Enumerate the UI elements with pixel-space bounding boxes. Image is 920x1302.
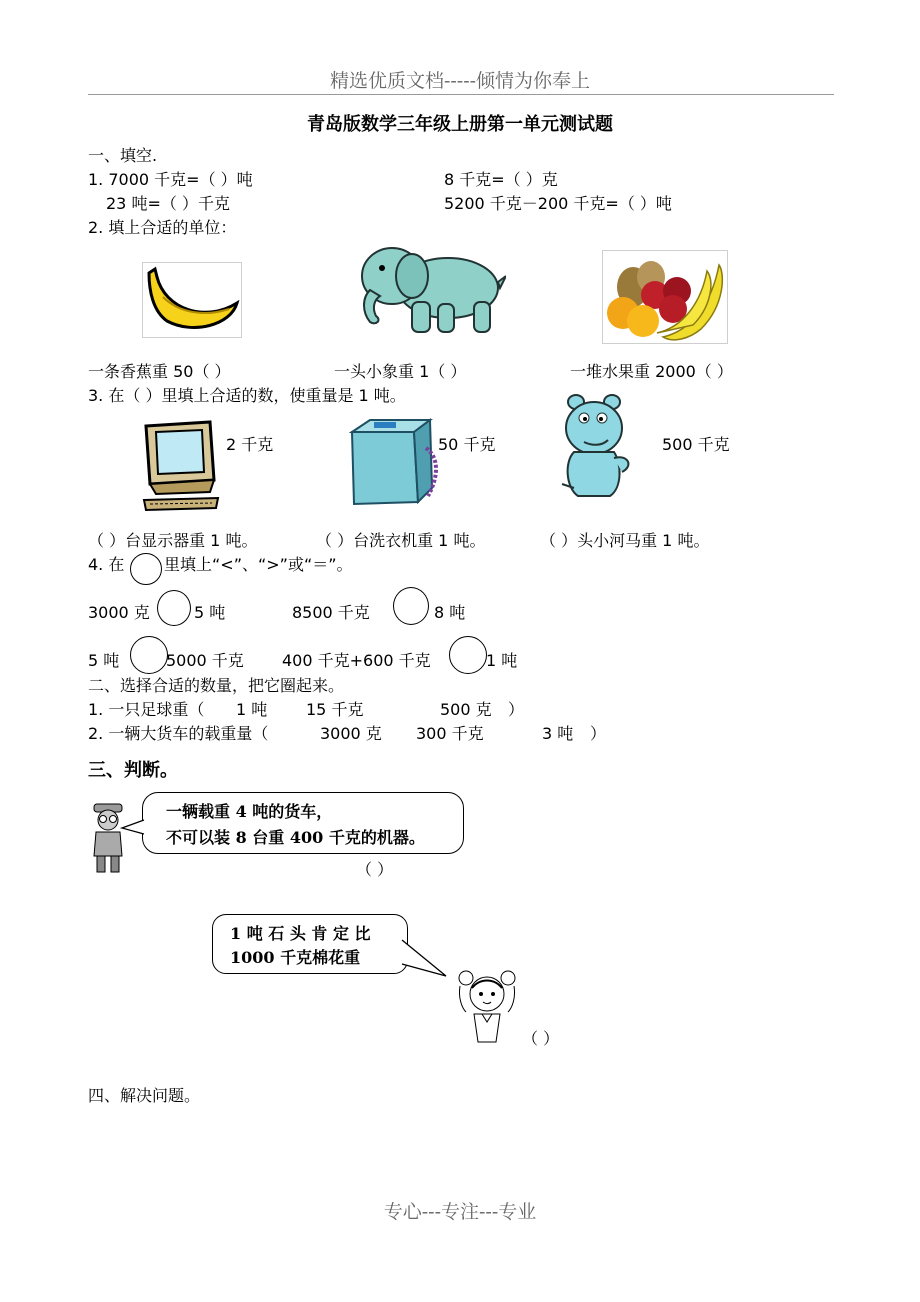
s2-q2-close: ） — [590, 724, 607, 743]
q2-prompt: 2. 填上合适的单位： — [88, 218, 237, 237]
q4-prompt-circle — [130, 553, 162, 585]
q4-d-left: 400 千克+600 千克 — [282, 651, 431, 670]
bubble-2-line-2: 1000 千克棉花重 — [230, 948, 361, 967]
q3-hippo-question: （ ）头小河马重 1 吨。 — [540, 531, 710, 550]
q3-washer-question: （ ）台洗衣机重 1 吨。 — [316, 531, 486, 550]
q1-item-b: 8 千克=（ ）克 — [444, 170, 558, 189]
s2-q2-option-3[interactable]: 3 吨 — [542, 724, 574, 743]
section-3-heading: 三、判断。 — [88, 760, 178, 781]
q4-prompt-start: 4. 在 — [88, 555, 125, 574]
s2-q1-option-2[interactable]: 15 千克 — [306, 700, 364, 719]
washer-weight: 50 千克 — [438, 435, 496, 454]
q4-d-right: 1 吨 — [486, 651, 518, 670]
monitor-weight: 2 千克 — [226, 435, 274, 454]
banana-image — [142, 262, 242, 338]
q3-monitor-question: （ ）台显示器重 1 吨。 — [88, 531, 258, 550]
s2-q1-option-3[interactable]: 500 克 — [440, 700, 492, 719]
q4-a-right: 5 吨 — [194, 603, 226, 622]
s2-q1-close: ） — [508, 700, 525, 719]
q3-prompt: 3. 在（ ）里填上合适的数，使重量是 1 吨。 — [88, 386, 406, 405]
q4-b-answer-circle[interactable] — [393, 587, 429, 625]
q4-a-left: 3000 克 — [88, 603, 150, 622]
elephant-image — [356, 236, 506, 336]
q4-d-answer-circle[interactable] — [449, 636, 487, 674]
hippo-image — [558, 392, 640, 504]
monitor-image — [140, 420, 222, 512]
hippo-weight: 500 千克 — [662, 435, 730, 454]
section-4-heading: 四、解决问题。 — [88, 1086, 201, 1105]
s2-q2-option-2[interactable]: 300 千克 — [416, 724, 484, 743]
section-1-heading: 一、填空. — [88, 146, 158, 165]
q4-c-left: 5 吨 — [88, 651, 120, 670]
judgment-2-answer[interactable]: （ ） — [522, 1029, 560, 1048]
bubble-1-line-1: 一辆载重 4 吨的货车， — [166, 802, 333, 821]
q4-b-right: 8 吨 — [434, 603, 466, 622]
q2-fruit-text: 一堆水果重 2000（ ） — [570, 362, 733, 381]
q2-banana-text: 一条香蕉重 50（ ） — [88, 362, 231, 381]
q4-b-left: 8500 千克 — [292, 603, 370, 622]
q4-a-answer-circle[interactable] — [157, 590, 191, 626]
speech-bubble-1-tail — [120, 818, 146, 838]
section-2-heading: 二、选择合适的数量，把它圈起来。 — [88, 676, 345, 695]
s2-q1-option-1[interactable]: 1 吨 — [236, 700, 268, 719]
q2-elephant-text: 一头小象重 1（ ） — [334, 362, 467, 381]
q4-c-right: 5000 千克 — [166, 651, 244, 670]
judgment-1-answer[interactable]: （ ） — [356, 860, 394, 879]
s2-q1-label: 1. 一只足球重（ — [88, 700, 205, 719]
bubble-2-line-1: 1 吨 石 头 肯 定 比 — [230, 924, 371, 943]
fruit-pile-image — [602, 250, 728, 344]
speech-bubble-2-tail — [400, 938, 450, 980]
header-rule — [88, 94, 834, 95]
q1-item-d: 5200 千克－200 千克=（ ）吨 — [444, 194, 672, 213]
s2-q2-label: 2. 一辆大货车的载重量（ — [88, 724, 269, 743]
page-footer: 专心---专注---专业 — [383, 1201, 537, 1223]
q4-prompt-end: 里填上“<”、“>”或“＝”。 — [164, 555, 353, 574]
cartoon-girl-image — [456, 966, 518, 1044]
cartoon-man-image — [88, 800, 128, 876]
q1-item-c: 23 吨=（ ）千克 — [106, 194, 230, 213]
bubble-1-line-2: 不可以装 8 台重 400 千克的机器。 — [166, 828, 425, 847]
q1-item-a: 1. 7000 千克=（ ）吨 — [88, 170, 253, 189]
washing-machine-image — [348, 418, 440, 510]
q4-c-answer-circle[interactable] — [130, 636, 168, 674]
s2-q2-option-1[interactable]: 3000 克 — [320, 724, 382, 743]
page-title: 青岛版数学三年级上册第一单元测试题 — [307, 114, 613, 135]
page-header: 精选优质文档-----倾情为你奉上 — [329, 70, 591, 92]
